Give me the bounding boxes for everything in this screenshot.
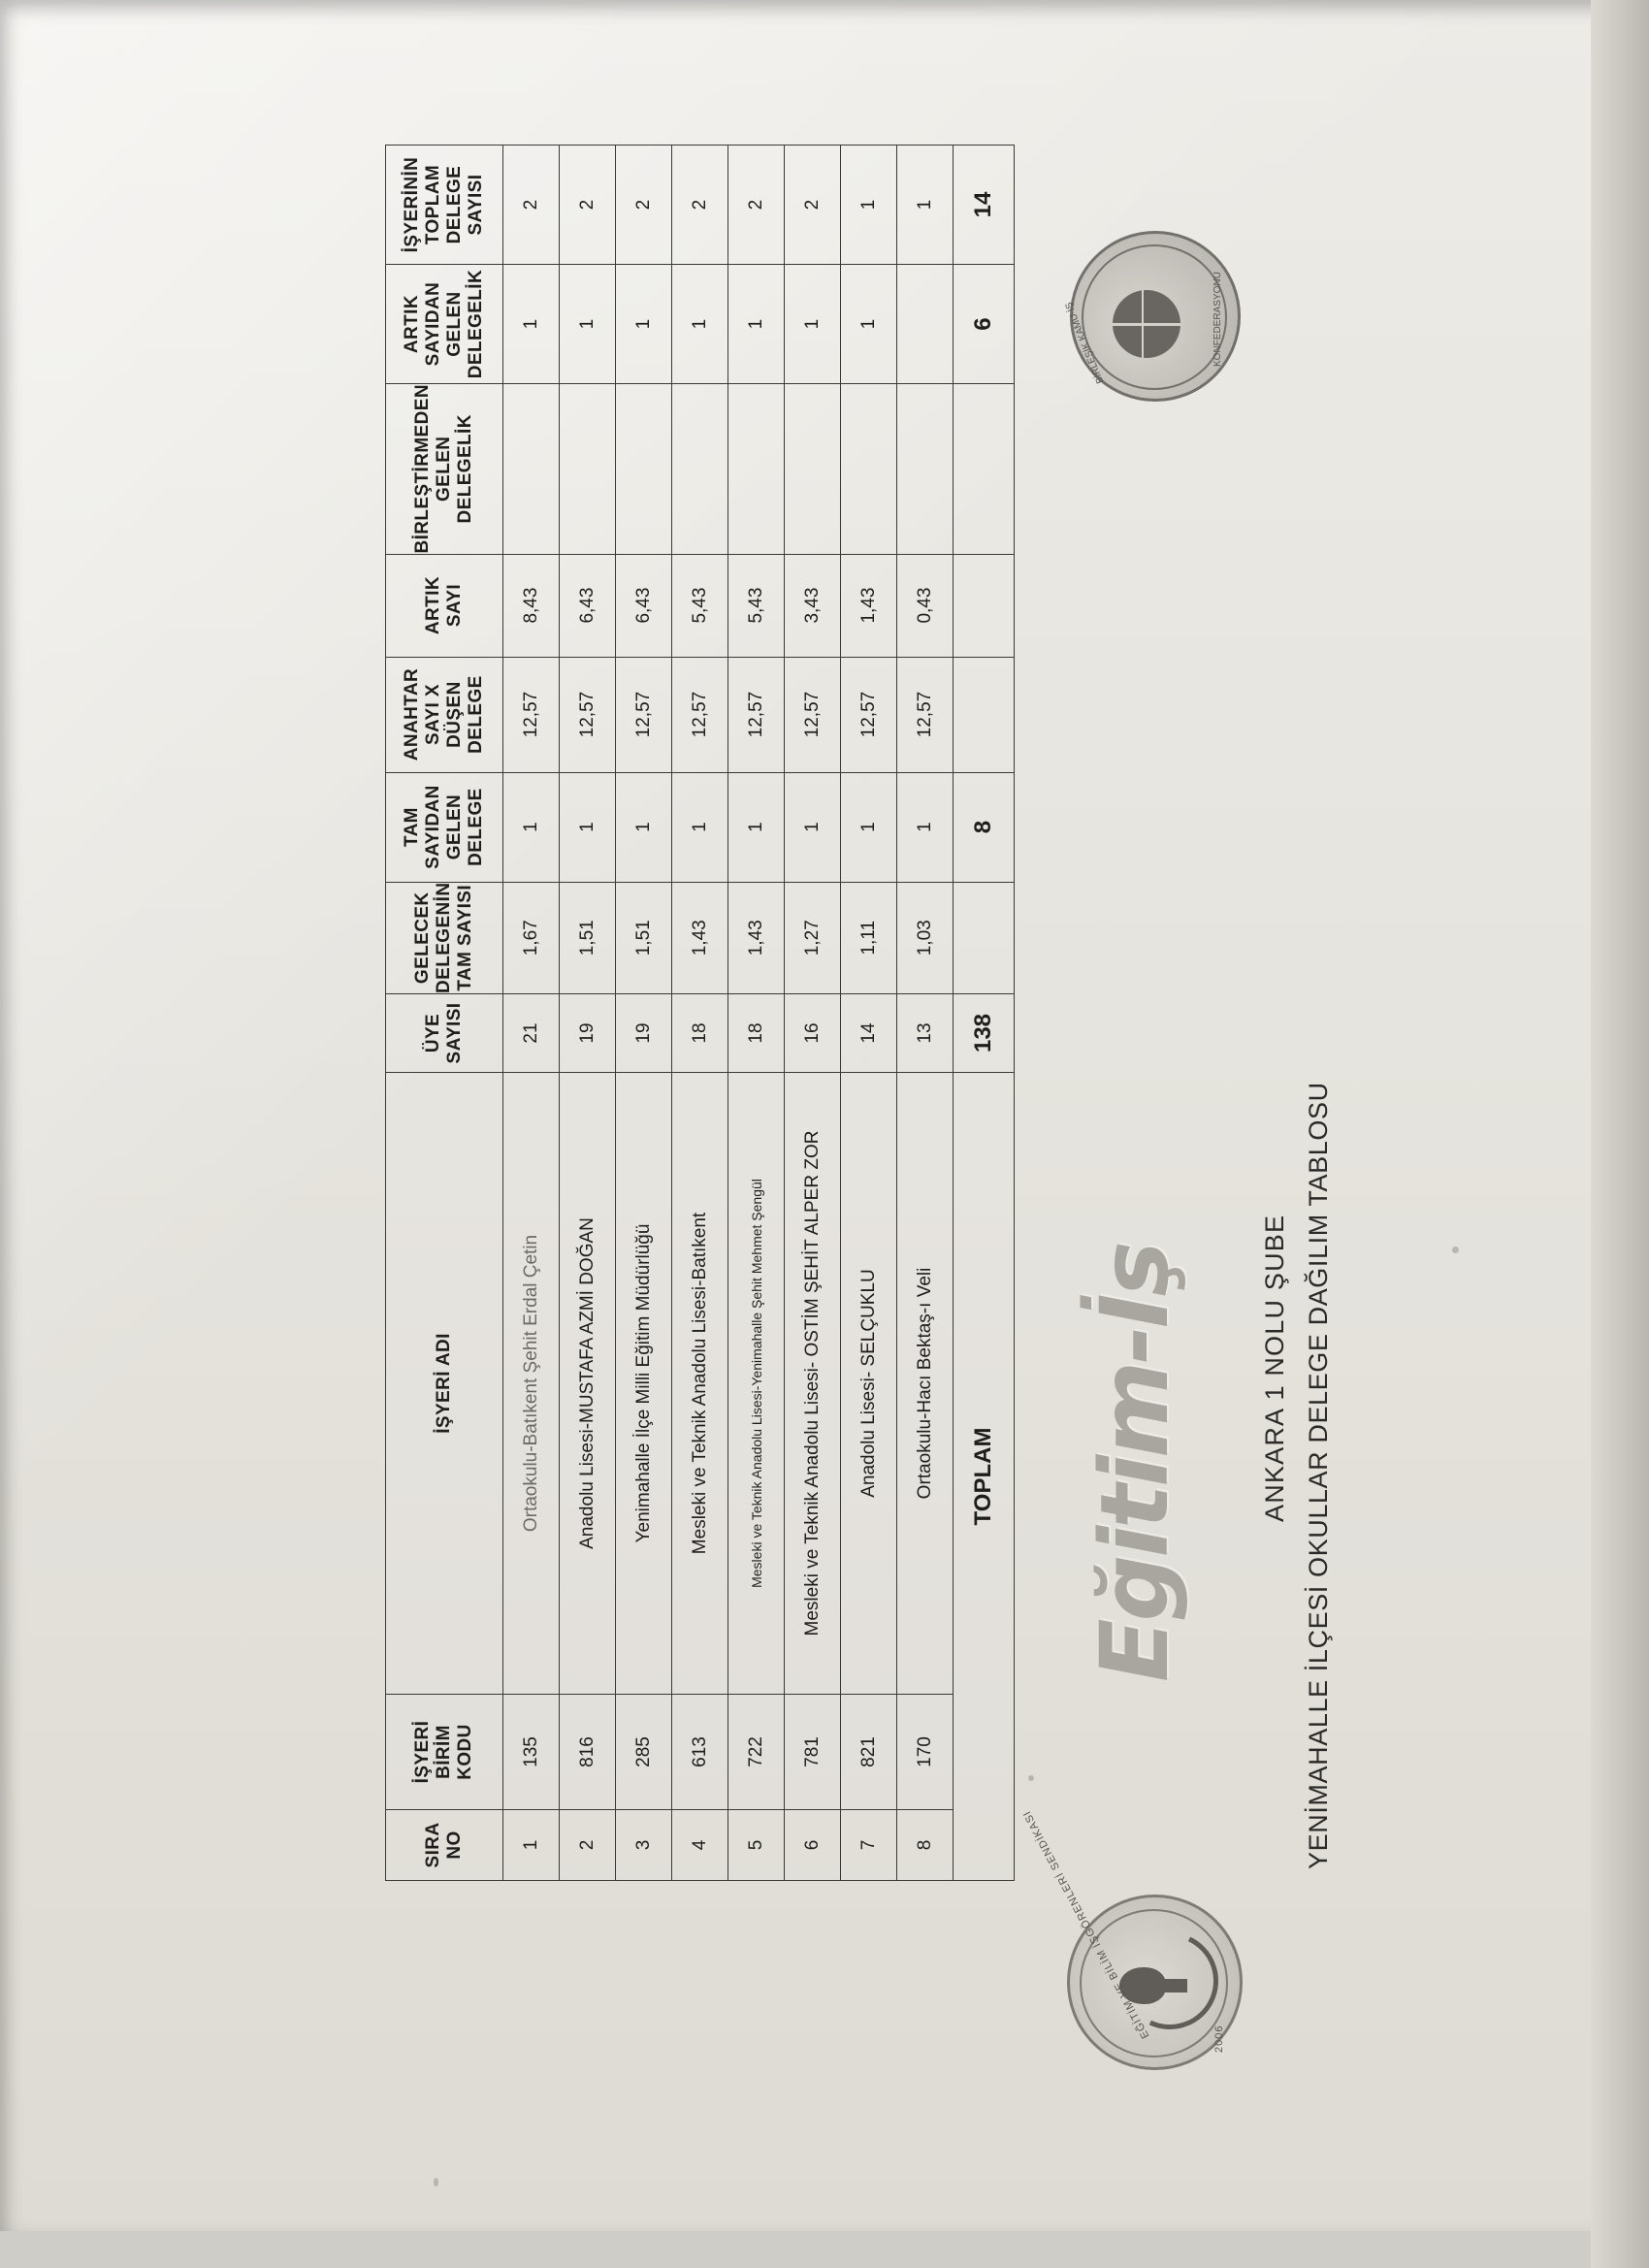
- cell-isyeri-adi: Mesleki ve Teknik Anadolu Lisesi-Batıkent: [672, 1073, 728, 1695]
- total-birlestirme: [954, 384, 1015, 555]
- total-toplam-delege: 14: [954, 146, 1015, 265]
- cell-gelecek: 1,51: [560, 882, 616, 993]
- cell-anahtar: 12,57: [785, 657, 841, 772]
- cell-uye-sayisi: 18: [672, 994, 728, 1073]
- cell-toplam-delege: 2: [785, 146, 841, 265]
- cell-gelecek: 1,67: [503, 882, 560, 993]
- cell-gelecek: 1,51: [616, 882, 672, 993]
- cell-sira: 7: [841, 1810, 897, 1881]
- cell-artik-gelen: [897, 265, 954, 384]
- cell-artik-sayi: 5,43: [728, 554, 785, 657]
- cell-kod: 816: [560, 1695, 616, 1810]
- table-row: [672, 146, 728, 1881]
- cell-tam-sayidan: 1: [560, 772, 616, 882]
- egitim-is-emblem: [1020, 1808, 1255, 2090]
- cell-isyeri-adi: Ortaokulu-Hacı Bektaş-ı Veli: [897, 1073, 954, 1695]
- col-header-sira-no: SIRA NO: [386, 1810, 503, 1881]
- document-page: [9, 0, 1649, 2259]
- birlesik-kamu-is-emblem: [1063, 212, 1260, 416]
- cell-gelecek: 1,43: [672, 882, 728, 993]
- total-uye-sayisi: 138: [954, 994, 1015, 1073]
- table-row: [560, 146, 616, 1881]
- cell-birlestirme: [897, 384, 954, 555]
- cell-artik-gelen: 1: [672, 265, 728, 384]
- total-label: TOPLAM: [954, 1073, 1015, 1881]
- total-artik-gelen: 6: [954, 265, 1015, 384]
- cell-toplam-delege: 2: [503, 146, 560, 265]
- cell-toplam-delege: 2: [728, 146, 785, 265]
- total-gelecek: [954, 882, 1015, 993]
- cell-artik-gelen: 1: [841, 265, 897, 384]
- cell-kod: 285: [616, 1695, 672, 1810]
- cell-isyeri-adi: Yenimahalle İlçe Milli Eğitim Müdürlüğü: [616, 1073, 672, 1695]
- cell-kod: 170: [897, 1695, 954, 1810]
- cell-anahtar: 12,57: [616, 657, 672, 772]
- table-row: [785, 146, 841, 1881]
- cell-gelecek: 1,03: [897, 882, 954, 993]
- cell-artik-sayi: 8,43: [503, 554, 560, 657]
- col-header-tam-sayidan-gelen-delege: TAM SAYIDAN GELEN DELEGE: [386, 772, 503, 882]
- cell-isyeri-adi: Mesleki ve Teknik Anadolu Lisesi- OSTİM ŞEHİT ALPER ZOR: [785, 1073, 841, 1695]
- cell-birlestirme: [560, 384, 616, 555]
- cell-anahtar: 12,57: [841, 657, 897, 772]
- cell-anahtar: 12,57: [672, 657, 728, 772]
- total-tam-sayidan: 8: [954, 772, 1015, 882]
- cell-artik-gelen: 1: [616, 265, 672, 384]
- cell-kod: 781: [785, 1695, 841, 1810]
- cell-toplam-delege: 2: [672, 146, 728, 265]
- cell-uye-sayisi: 13: [897, 994, 954, 1073]
- document-title-line2: YENİMAHALLE İLÇESİ OKULLAR DELEGE DAĞILIM TABLOSU: [1304, 1082, 1333, 1869]
- cell-sira: 1: [503, 1810, 560, 1881]
- table-row: [503, 146, 560, 1881]
- cell-artik-gelen: 1: [728, 265, 785, 384]
- cell-sira: 4: [672, 1810, 728, 1881]
- col-header-isyeri-adi: İŞYERİ ADI: [386, 1073, 503, 1695]
- cell-tam-sayidan: 1: [503, 772, 560, 882]
- cell-gelecek: 1,27: [785, 882, 841, 993]
- cell-artik-sayi: 3,43: [785, 554, 841, 657]
- table-row: [897, 146, 954, 1881]
- table-row: [616, 146, 672, 1881]
- cell-anahtar: 12,57: [503, 657, 560, 772]
- cell-birlestirme: [672, 384, 728, 555]
- cell-sira: 2: [560, 1810, 616, 1881]
- cell-anahtar: 12,57: [560, 657, 616, 772]
- cell-tam-sayidan: 1: [616, 772, 672, 882]
- cell-toplam-delege: 2: [560, 146, 616, 265]
- cell-artik-sayi: 0,43: [897, 554, 954, 657]
- cell-birlestirme: [728, 384, 785, 555]
- cell-artik-sayi: 5,43: [672, 554, 728, 657]
- col-header-artik-sayi: ARTIK SAYI: [386, 554, 503, 657]
- cell-kod: 821: [841, 1695, 897, 1810]
- cell-toplam-delege: 1: [841, 146, 897, 265]
- emblem-bottom-text: KONFEDERASYONU: [1212, 272, 1223, 367]
- cell-isyeri-adi: Anadolu Lisesi-MUSTAFA AZMİ DOĞAN: [560, 1073, 616, 1695]
- total-artik-sayi: [954, 554, 1015, 657]
- col-header-birlestirmeden-gelen-delegelik: BİRLEŞTİRMEDEN GELEN DELEGELİK: [386, 384, 503, 555]
- cell-kod: 613: [672, 1695, 728, 1810]
- cell-birlestirme: [785, 384, 841, 555]
- table-row: [728, 146, 785, 1881]
- cell-isyeri-adi: Mesleki ve Teknik Anadolu Lisesi-Yenimahalle Şehit Mehmet Şengül: [728, 1073, 785, 1695]
- col-header-artik-sayidan-gelen-delegelik: ARTIK SAYIDAN GELEN DELEGELİK: [386, 265, 503, 384]
- cell-anahtar: 12,57: [897, 657, 954, 772]
- emblem-bottom-text: 2006: [1213, 2025, 1225, 2053]
- col-header-anahtar-sayi: ANAHTAR SAYI X DÜŞEN DELEGE: [386, 657, 503, 772]
- cell-artik-gelen: 1: [560, 265, 616, 384]
- cell-toplam-delege: 2: [616, 146, 672, 265]
- cell-tam-sayidan: 1: [897, 772, 954, 882]
- cell-kod: 722: [728, 1695, 785, 1810]
- cell-tam-sayidan: 1: [672, 772, 728, 882]
- cell-sira: 6: [785, 1810, 841, 1881]
- organization-wordmark: Eğitim-İş: [1081, 1244, 1189, 1682]
- cell-uye-sayisi: 16: [785, 994, 841, 1073]
- cell-isyeri-adi: Ortaokulu-Batıkent Şehit Erdal Çetin: [503, 1073, 560, 1695]
- delegate-distribution-table: [385, 145, 1015, 1881]
- cell-artik-sayi: 1,43: [841, 554, 897, 657]
- col-header-gelecek-delege-tam-sayisi: GELECEK DELEGENİN TAM SAYISI: [386, 882, 503, 993]
- emblem-top-text: EĞİTİM VE BİLİM İŞGÖRENLERİ SENDİKASI: [1020, 1808, 1152, 2041]
- total-anahtar: [954, 657, 1015, 772]
- cell-birlestirme: [503, 384, 560, 555]
- cell-artik-gelen: 1: [785, 265, 841, 384]
- document-title-line1: ANKARA 1 NOLU ŞUBE: [1260, 1214, 1289, 1522]
- cell-artik-sayi: 6,43: [616, 554, 672, 657]
- cell-uye-sayisi: 19: [560, 994, 616, 1073]
- table-header-row: [386, 146, 503, 1881]
- cell-tam-sayidan: 1: [728, 772, 785, 882]
- cell-tam-sayidan: 1: [841, 772, 897, 882]
- cell-gelecek: 1,43: [728, 882, 785, 993]
- cell-anahtar: 12,57: [728, 657, 785, 772]
- cell-sira: 8: [897, 1810, 954, 1881]
- cell-birlestirme: [841, 384, 897, 555]
- cell-uye-sayisi: 19: [616, 994, 672, 1073]
- cell-toplam-delege: 1: [897, 146, 954, 265]
- cell-sira: 3: [616, 1810, 672, 1881]
- col-header-isyeri-birim-kodu: İŞYERİ BİRİM KODU: [386, 1695, 503, 1810]
- cell-uye-sayisi: 18: [728, 994, 785, 1073]
- cell-artik-gelen: 1: [503, 265, 560, 384]
- cell-gelecek: 1,11: [841, 882, 897, 993]
- cell-artik-sayi: 6,43: [560, 554, 616, 657]
- cell-kod: 135: [503, 1695, 560, 1810]
- col-header-isyeri-toplam-delege-sayisi: İŞYERİNİN TOPLAM DELEGE SAYISI: [386, 146, 503, 265]
- table-total-row: [954, 146, 1015, 1881]
- cell-uye-sayisi: 21: [503, 994, 560, 1073]
- cell-isyeri-adi: Anadolu Lisesi- SELÇUKLU: [841, 1073, 897, 1695]
- cell-uye-sayisi: 14: [841, 994, 897, 1073]
- cell-tam-sayidan: 1: [785, 772, 841, 882]
- cell-sira: 5: [728, 1810, 785, 1881]
- col-header-uye-sayisi: ÜYE SAYISI: [386, 994, 503, 1073]
- cell-birlestirme: [616, 384, 672, 555]
- table-row: [841, 146, 897, 1881]
- emblem-top-text: BİRLEŞİK KAMU-İŞ: [1063, 300, 1107, 385]
- table-body: [503, 146, 1015, 1881]
